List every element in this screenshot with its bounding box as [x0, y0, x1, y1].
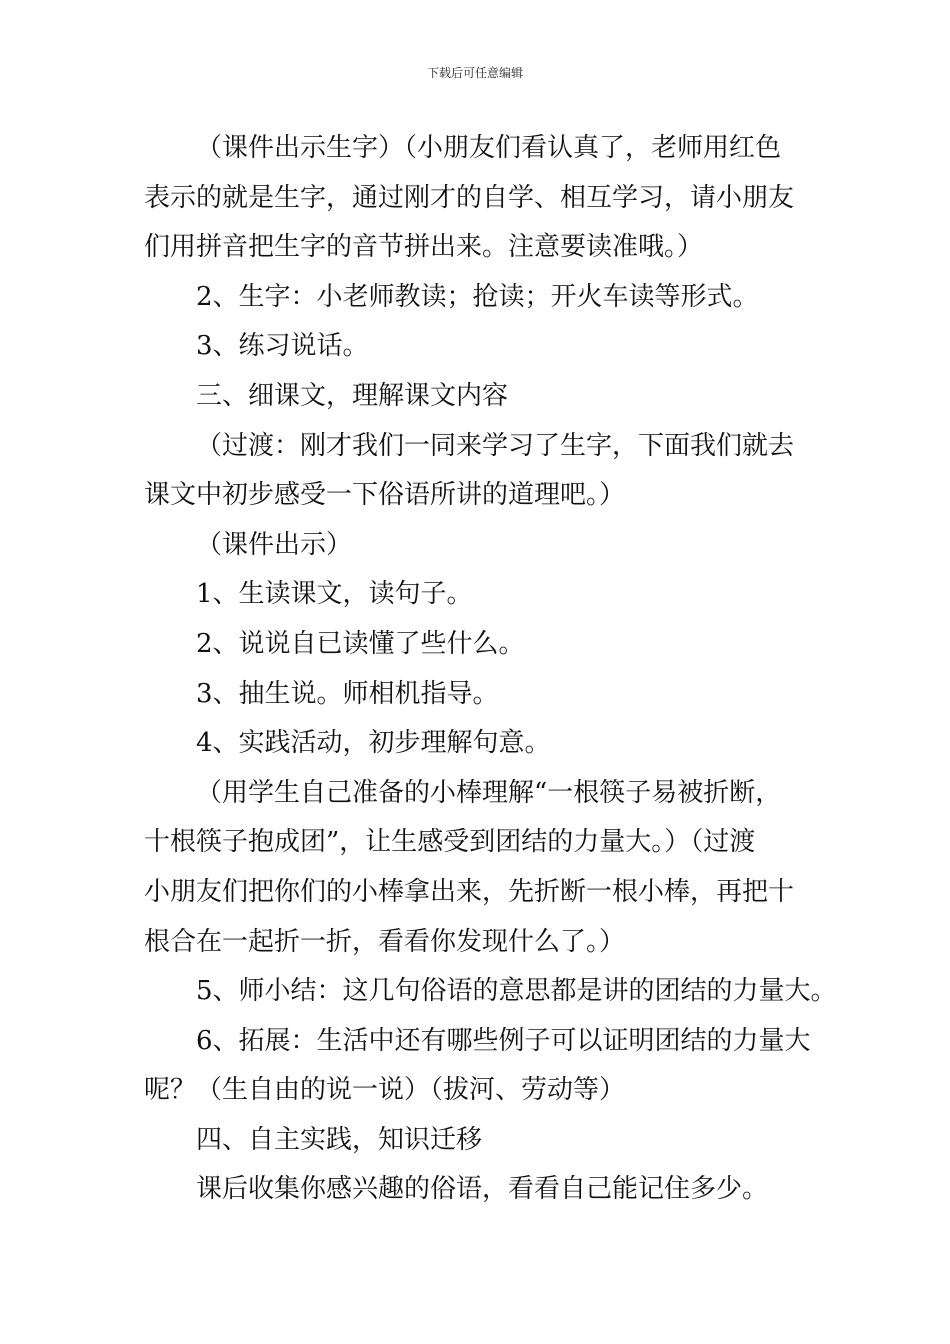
paragraph-line: 1、生读课文，读句子。 — [196, 579, 473, 610]
paragraph-line: 十根筷子抱成团”，让生感受到团结的力量大。）（过渡 — [144, 827, 756, 858]
paragraph-line: （课件出示） — [196, 529, 353, 560]
paragraph-line: 表示的就是生字，通过刚才的自学、相互学习，请小朋友 — [144, 182, 795, 213]
paragraph-line: 6、拓展：生活中还有哪些例子可以证明团结的力量大 — [196, 1025, 811, 1056]
paragraph-line: 小朋友们把你们的小棒拿出来，先折断一根小棒，再把十 — [144, 876, 795, 907]
page-header-note: 下载后可任意编辑 — [426, 66, 523, 80]
paragraph-line: 课后收集你感兴趣的俗语，看看自己能记住多少。 — [196, 1174, 769, 1205]
section-heading: 四、自主实践，知识迁移 — [196, 1124, 483, 1155]
document-body — [144, 124, 837, 1215]
paragraph-line: （过渡：刚才我们一同来学习了生字，下面我们就去 — [196, 430, 795, 461]
paragraph-line: （课件出示生字）（小朋友们看认真了，老师用红色 — [196, 133, 782, 163]
paragraph-line: 根合在一起折一折，看看你发现什么了。） — [144, 926, 626, 957]
paragraph-line: 5、师小结：这几句俗语的意思都是讲的团结的力量大。 — [196, 976, 837, 1007]
paragraph-line: 3、抽生说。师相机指导。 — [196, 678, 499, 709]
paragraph-line: 们用拼音把生字的音节拼出来。注意要读准哦。） — [144, 232, 704, 263]
section-heading: 三、细课文，理解课文内容 — [196, 380, 509, 411]
paragraph-line: 2、说说自已读懂了些什么。 — [196, 628, 525, 659]
paragraph-line: （用学生自己准备的小棒理解“一根筷子易被折断， — [196, 777, 782, 808]
paragraph-line: 2、生字：小老师教读；抢读；开火车读等形式。 — [196, 281, 759, 312]
paragraph-line: 课文中初步感受一下俗语所讲的道理吧。） — [144, 480, 626, 511]
paragraph-line: 4、实践活动，初步理解句意。 — [196, 728, 551, 759]
paragraph-line: 呢？（生自由的说一说）（拔河、劳动等） — [144, 1075, 626, 1106]
paragraph-line: 3、练习说话。 — [196, 331, 369, 362]
